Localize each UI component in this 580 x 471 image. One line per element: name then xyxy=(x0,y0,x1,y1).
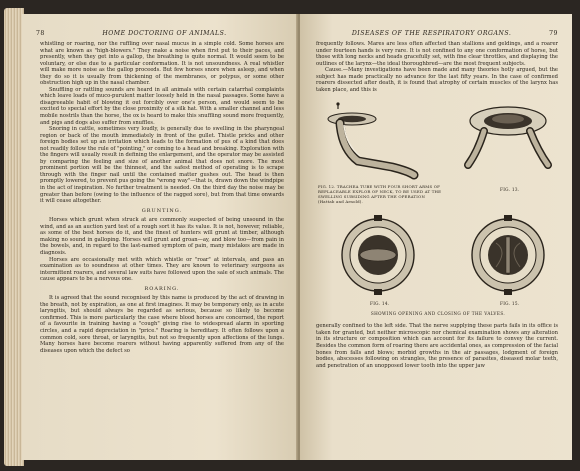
paragraph: Snoring in cattle, sometimes very loudly, is generally due to swelling in the pharyngeal region or back of the mouth immediately in front of the gullet. Thistle pricks and other foreign bodies set up an irritation which leads to the formation of pus of a kind that does not readily follow the rule of "pointing," or coming to a head and breaking. Exploration with the fingers will usually result in defining the enlargement, and the operator may be assisted by comparing the feeling and size of another animal that does not snore. The most prominent portion will be the thinnest, and the safest method of operating is to scrape through with the finger nail until the contained matter gushes out. The head is then promptly lowered, to prevent pus going the "wrong way"—that is, drawn down the windpipe in the act of inspiration. No further treatment is needed. On the third day the noise may be greater than before (owing to the influence of the ragged sore), but from that time onwards it will cease altogether. xyxy=(40,126,284,205)
left-page xyxy=(22,14,298,460)
trachea-tube-illustration xyxy=(322,101,432,183)
right-running-title: DISEASES OF THE RESPIRATORY ORGANS. xyxy=(351,30,512,37)
curved-tube-illustration xyxy=(460,99,556,183)
right-running-head xyxy=(300,30,572,37)
paragraph: frequently follows. Mares are less often affected than stallions and geldings, and a roarer under fourteen hands is very rare. It is not confined to any one conformation of horse, but those with long necks and heads gracefully set, with fine clear throttles, and displaying the outlines of the larynx—the ideal thoroughbred—are the most frequent subjects. xyxy=(316,41,558,67)
fig14-label: FIG. 14. xyxy=(370,301,390,307)
section-heading-roaring: ROARING. xyxy=(144,285,180,292)
paragraph: It is agreed that the sound recognised by this name is produced by the act of drawing in the breath, not by expiration, as one at first imagines. It may be temporary only, as in acute laryngitis, but should always be regarded as serious, because so likely to become confirmed. This is more particularly the case where blood horses are concerned, the report of a favourite in training having a "cough" giving rise to widespread alarm in sporting circles, and a rapid depreciation in "price." Roaring is hereditary. It often follows upon a common cold, sore throat, or laryngitis, but not so frequently upon affections of the lungs. Many horses have become roarers without having apparently suffered from any of the diseases upon which the defect so xyxy=(40,295,284,354)
right-page-number: 79 xyxy=(549,30,558,37)
fig15-label: FIG. 15. xyxy=(500,301,520,307)
figures-area xyxy=(316,97,560,319)
paragraph: whistling or roaring, nor the ruffling over nasal mucus in a simple cold. Some horses are what are known as "high-blowers." They make a noise when first put to their paces, and presently, when they get into a gallop, the breathing is quite normal. It would seem to be voluntary, or else due to a particular conformation. It is not unsoundness. A real whistler will make more noise as the gallop proceeds. But few horses snore when asleep, and when they do so it is usually from thickening of the membranes, or polypus, or some other obstruction high up in the nasal chamber. xyxy=(40,41,284,87)
paragraph: generally confined to the left side. That the nerve supplying these parts fails in its office is taken for granted, but neither microscopic nor chemical examination shows any alteration in its structure or composition which can account for its failure to convey the current. Besides the common form of roaring there are accidental ones, as compression of the facial bones from falls and blows; morbid growths in the air passages, lodgment of foreign bodies, abscesses following on strangles, the presence of parasites, diseased molar teeth, and penetration of an unopposed lower tooth into the upper jaw xyxy=(316,323,558,369)
right-body-text-top xyxy=(300,37,572,93)
left-running-title: HOME DOCTORING OF ANIMALS. xyxy=(102,30,227,37)
fig12-caption: FIG. 12. TRACHEA TUBE WITH FOUR SHORT ARMS OF REPLACEABLE EXPLOR OF NECK, TO BE USED AT THE SWELLING SUBSIDING AFTER THE OPERATION (Hattab and Arnold). xyxy=(318,184,442,204)
valve-closed-illustration xyxy=(336,213,420,297)
left-running-head xyxy=(22,30,298,37)
fig13-label: FIG. 13. xyxy=(500,187,520,193)
left-page-number: 78 xyxy=(36,30,45,37)
right-body-text-bottom xyxy=(300,319,572,369)
paragraph: Horses are occasionally met with which whistle or "roar" at intervals, and pass an examination as to soundness at other times. They are known to veterinary surgeons as intermittent roarers, and several law suits have followed upon the sale of such animals. The cause appears to be a nervous one. xyxy=(40,256,284,283)
section-heading-grunting: GRUNTING. xyxy=(141,207,183,214)
page-edges xyxy=(4,8,24,466)
paragraph: Cause.—Many investigations have been made and many theories hotly argued, but the subject has made practically no advance for the last fifty years. In the case of confirmed roarers dissected after death, it is found that atrophy of certain muscles of the larynx has taken place, and this is xyxy=(316,67,558,93)
figures-caption: SHOWING OPENING AND CLOSING OF THE VALVES. xyxy=(370,311,506,317)
valve-open-illustration xyxy=(466,213,550,297)
paragraph: Snuffling or rattling sounds are heard in all animals with certain catarrhal complaints which leave loads of muco-purulent matter loosely held in the nasal passages. Some have a disagreeable habit of blowing it out forcibly over one's person, and would seem to be excited to special effort by the close proximity of a silk hat. With a smaller channel and less mobile nostrils than the horse, the ox is heard to make this snuffling sound more frequently, and pigs and dogs also suffer from snuffles. xyxy=(40,86,284,126)
paragraph: Horses which grunt when struck at are commonly suspected of being unsound in the wind, and as an auction yard test of a rough sort it has its value. It is not, however, reliable, as some of the best horses do it, and the finest of hunters will grunt at timber, although making no sound in galloping. Horses will grunt and groan—ay, and blow too—from pain in the bowels, and, in regard to the last-named symptom of pain, many mistakes are made in diagnosis. xyxy=(40,217,284,256)
right-page xyxy=(300,14,572,460)
left-body-text xyxy=(22,37,298,354)
